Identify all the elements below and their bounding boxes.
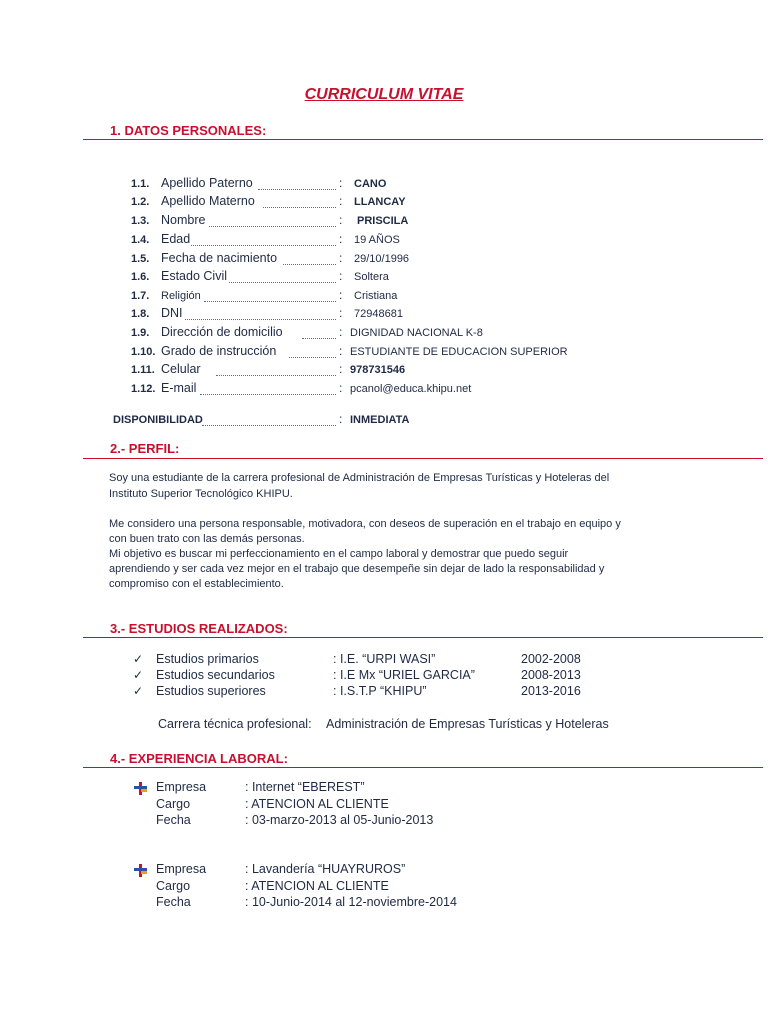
study-institution: : I.S.T.P “KHIPU” (333, 684, 427, 698)
dotted-leader (185, 319, 336, 320)
page-title: CURRICULUM VITAE (304, 86, 464, 103)
row-label: DNI (161, 306, 183, 320)
profile-line: con buen trato con las demás personas. (109, 533, 305, 545)
dotted-leader (202, 425, 336, 426)
flag-bullet-icon (134, 864, 147, 877)
study-institution: : I.E Mx “URIEL GARCIA” (333, 668, 475, 682)
row-value: 72948681 (354, 308, 403, 320)
row-colon: : (339, 251, 343, 265)
row-label: Fecha de nacimiento (161, 251, 278, 265)
dotted-leader (283, 264, 336, 265)
row-value: DIGNIDAD NACIONAL K-8 (350, 327, 483, 339)
row-value: 29/10/1996 (354, 253, 410, 265)
profile-line: Soy una estudiante de la carrera profesional de Administración de Empresas Turísticas y Hoteleras del (109, 472, 610, 484)
job-position-label: Cargo (156, 797, 191, 811)
row-colon: : (339, 381, 343, 395)
job-company-label: Empresa (156, 780, 207, 794)
job-date-label: Fecha (156, 813, 191, 827)
row-label: Apellido Materno (161, 194, 255, 208)
row-colon: : (339, 176, 343, 190)
checkmark-icon: ✓ (133, 668, 144, 682)
row-colon: : (339, 194, 343, 208)
section-divider (83, 458, 763, 459)
row-number: 1.8. (131, 308, 150, 320)
row-label: E-mail (161, 381, 197, 395)
row-label: Dirección de domicilio (161, 325, 283, 339)
dotted-leader (289, 357, 336, 358)
job-date: : 10-Junio-2014 al 12-noviembre-2014 (245, 895, 457, 909)
row-number: 1.4. (131, 234, 150, 246)
study-years: 2013-2016 (521, 684, 581, 698)
study-years: 2002-2008 (521, 652, 581, 666)
job-position: : ATENCION AL CLIENTE (245, 797, 389, 811)
row-colon: : (339, 325, 343, 339)
study-label: Estudios superiores (156, 684, 266, 698)
profile-line: Instituto Superior Tecnológico KHIPU. (109, 488, 293, 500)
row-value: CANO (354, 178, 387, 190)
row-number: 1.5. (131, 253, 150, 265)
job-position-label: Cargo (156, 879, 191, 893)
row-number: 1.1. (131, 178, 150, 190)
row-colon: : (339, 344, 343, 358)
profile-line: Me considero una persona responsable, motivadora, con deseos de superación en el trabajo en equipo y (109, 518, 621, 530)
row-number: 1.3. (131, 215, 150, 227)
availability-colon: : (339, 412, 343, 426)
row-number: 1.7. (131, 290, 150, 302)
study-years: 2008-2013 (521, 668, 581, 682)
job-date: : 03-marzo-2013 al 05-Junio-2013 (245, 813, 434, 827)
job-company-label: Empresa (156, 862, 207, 876)
row-colon: : (339, 269, 343, 283)
row-label: Edad (161, 232, 191, 246)
row-value: pcanol@educa.khipu.net (350, 383, 472, 395)
row-label: Estado Civil (161, 269, 227, 283)
study-label: Estudios primarios (156, 652, 259, 666)
dotted-leader (302, 338, 336, 339)
profile-line: Mi objetivo es buscar mi perfeccionamiento en el campo laboral y demostrar que puedo seguir (109, 548, 569, 560)
profile-line: aprendiendo y ser cada vez mejor en el trabajo que desempeñe sin dejar de lado la responsabilidad y (109, 563, 605, 575)
row-colon: : (339, 288, 343, 302)
section-divider (83, 767, 763, 768)
row-colon: : (339, 213, 343, 227)
row-label: Apellido Paterno (161, 176, 253, 190)
dotted-leader (258, 189, 336, 190)
career-value: Administración de Empresas Turísticas y Hoteleras (326, 717, 609, 731)
row-number: 1.9. (131, 327, 150, 339)
section-divider (83, 139, 763, 140)
row-number: 1.6. (131, 271, 150, 283)
dotted-leader (263, 207, 336, 208)
row-number: 1.10. (131, 346, 156, 358)
dotted-leader (204, 301, 336, 302)
section-heading-studies: 3.- ESTUDIOS REALIZADOS: (110, 621, 288, 636)
row-value: 978731546 (350, 364, 406, 376)
row-label: Grado de instrucción (161, 344, 277, 358)
row-number: 1.12. (131, 383, 156, 395)
row-label: Nombre (161, 213, 206, 227)
study-label: Estudios secundarios (156, 668, 275, 682)
checkmark-icon: ✓ (133, 652, 144, 666)
row-number: 1.2. (131, 196, 150, 208)
row-value: PRISCILA (357, 215, 409, 227)
job-company: : Lavandería “HUAYRUROS” (245, 862, 406, 876)
dotted-leader (209, 226, 336, 227)
checkmark-icon: ✓ (133, 684, 144, 698)
job-company: : Internet “EBEREST” (245, 780, 365, 794)
row-value: LLANCAY (354, 196, 406, 208)
dotted-leader (200, 394, 336, 395)
row-value: ESTUDIANTE DE EDUCACION SUPERIOR (350, 346, 568, 358)
row-value: 19 AÑOS (354, 234, 400, 246)
section-heading-personal: 1. DATOS PERSONALES: (110, 123, 267, 138)
profile-line: compromiso con el establecimiento. (109, 578, 284, 590)
job-date-label: Fecha (156, 895, 191, 909)
dotted-leader (216, 375, 336, 376)
row-colon: : (339, 306, 343, 320)
section-heading-experience: 4.- EXPERIENCIA LABORAL: (110, 751, 288, 766)
availability-label: DISPONIBILIDAD (113, 414, 203, 426)
section-divider (83, 637, 763, 638)
career-label: Carrera técnica profesional: (158, 717, 312, 731)
study-institution: : I.E. “URPI WASI” (333, 652, 436, 666)
row-label: Celular (161, 362, 201, 376)
flag-bullet-icon (134, 782, 147, 795)
section-heading-profile: 2.- PERFIL: (110, 441, 180, 456)
row-colon: : (339, 232, 343, 246)
row-colon: : (339, 362, 343, 376)
dotted-leader (229, 282, 336, 283)
dotted-leader (191, 245, 336, 246)
row-value: Soltera (354, 271, 389, 283)
availability-value: INMEDIATA (350, 414, 410, 426)
row-label: Religión (161, 290, 201, 302)
row-number: 1.11. (131, 364, 155, 376)
job-position: : ATENCION AL CLIENTE (245, 879, 389, 893)
row-value: Cristiana (354, 290, 398, 302)
